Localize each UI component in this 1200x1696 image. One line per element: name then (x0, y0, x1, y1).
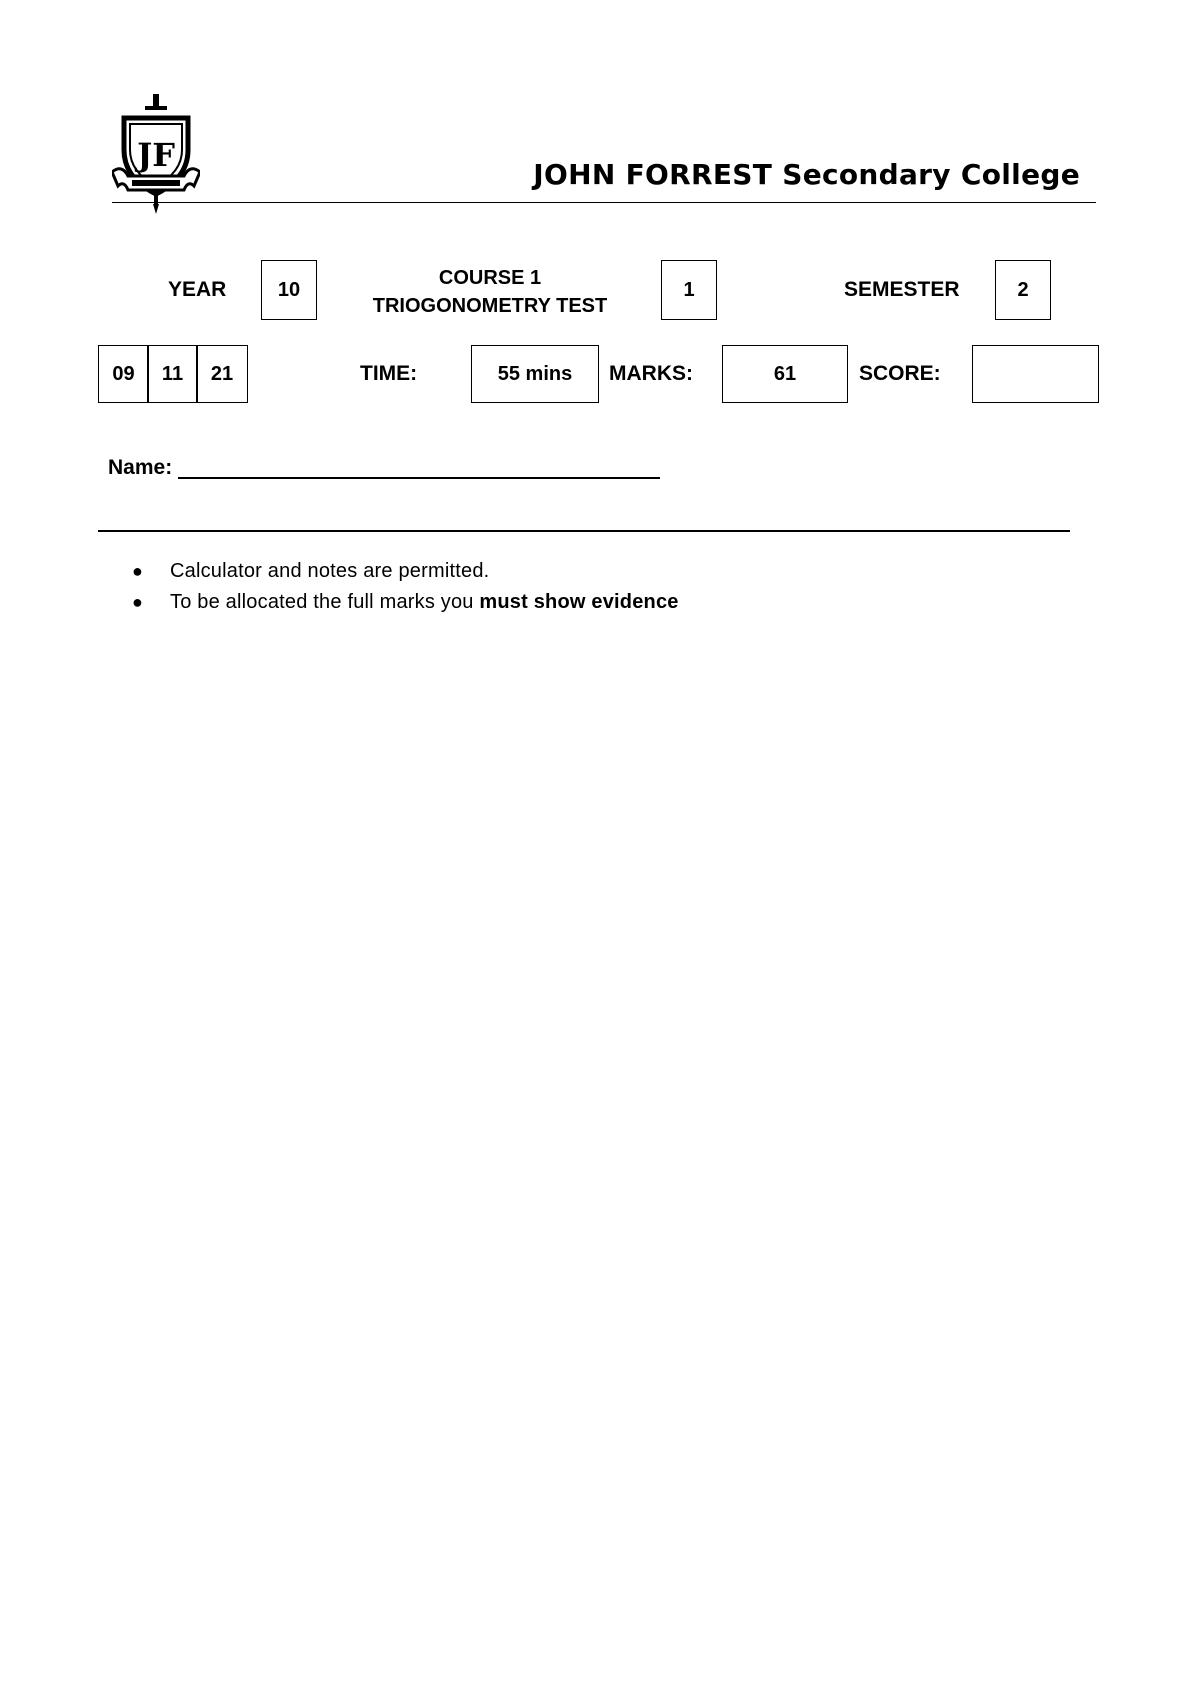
course-line-2: TRIOGONOMETRY TEST (372, 295, 608, 317)
svg-text:JF: JF (137, 136, 175, 174)
college-logo (112, 94, 200, 214)
marks-box (722, 345, 848, 403)
instructions-list (130, 556, 1030, 618)
year-box (261, 260, 317, 320)
date-year-box (196, 345, 248, 403)
semester-label: SEMESTER (844, 278, 960, 301)
instruction-text-2: To be allocated the full marks you (170, 591, 480, 613)
header-divider (112, 202, 1096, 203)
bullet-icon: ● (132, 561, 144, 581)
shield-crest-icon (112, 94, 200, 214)
name-label: Name: (108, 456, 173, 479)
course-number-value: 1 (683, 278, 695, 301)
marks-label: MARKS: (609, 362, 693, 385)
year-label: YEAR (168, 278, 227, 301)
name-underline[interactable] (178, 477, 660, 479)
instruction-text-1: Calculator and notes are permitted. (170, 560, 490, 582)
score-box[interactable] (972, 345, 1099, 403)
score-label: SCORE: (859, 362, 941, 385)
semester-box (995, 260, 1051, 320)
semester-value: 2 (1017, 278, 1029, 301)
college-name: JOHN FORREST Secondary College (533, 158, 1080, 191)
instruction-item (130, 556, 1030, 587)
date-day-box (98, 345, 149, 403)
date-month-box (147, 345, 198, 403)
course-line-1: COURSE 1 (438, 267, 542, 289)
course-title (350, 264, 630, 320)
bullet-icon: ● (132, 592, 144, 612)
year-value: 10 (277, 278, 301, 301)
date-month: 11 (161, 362, 184, 385)
time-label: TIME: (360, 362, 418, 385)
instruction-emphasis: must show evidence (479, 591, 679, 613)
marks-value: 61 (773, 362, 797, 385)
instruction-item (130, 587, 1030, 618)
time-box (471, 345, 599, 403)
date-year: 21 (210, 362, 234, 385)
section-divider (98, 530, 1070, 532)
course-number-box (661, 260, 717, 320)
time-value: 55 mins (497, 362, 573, 385)
date-day: 09 (112, 362, 135, 385)
